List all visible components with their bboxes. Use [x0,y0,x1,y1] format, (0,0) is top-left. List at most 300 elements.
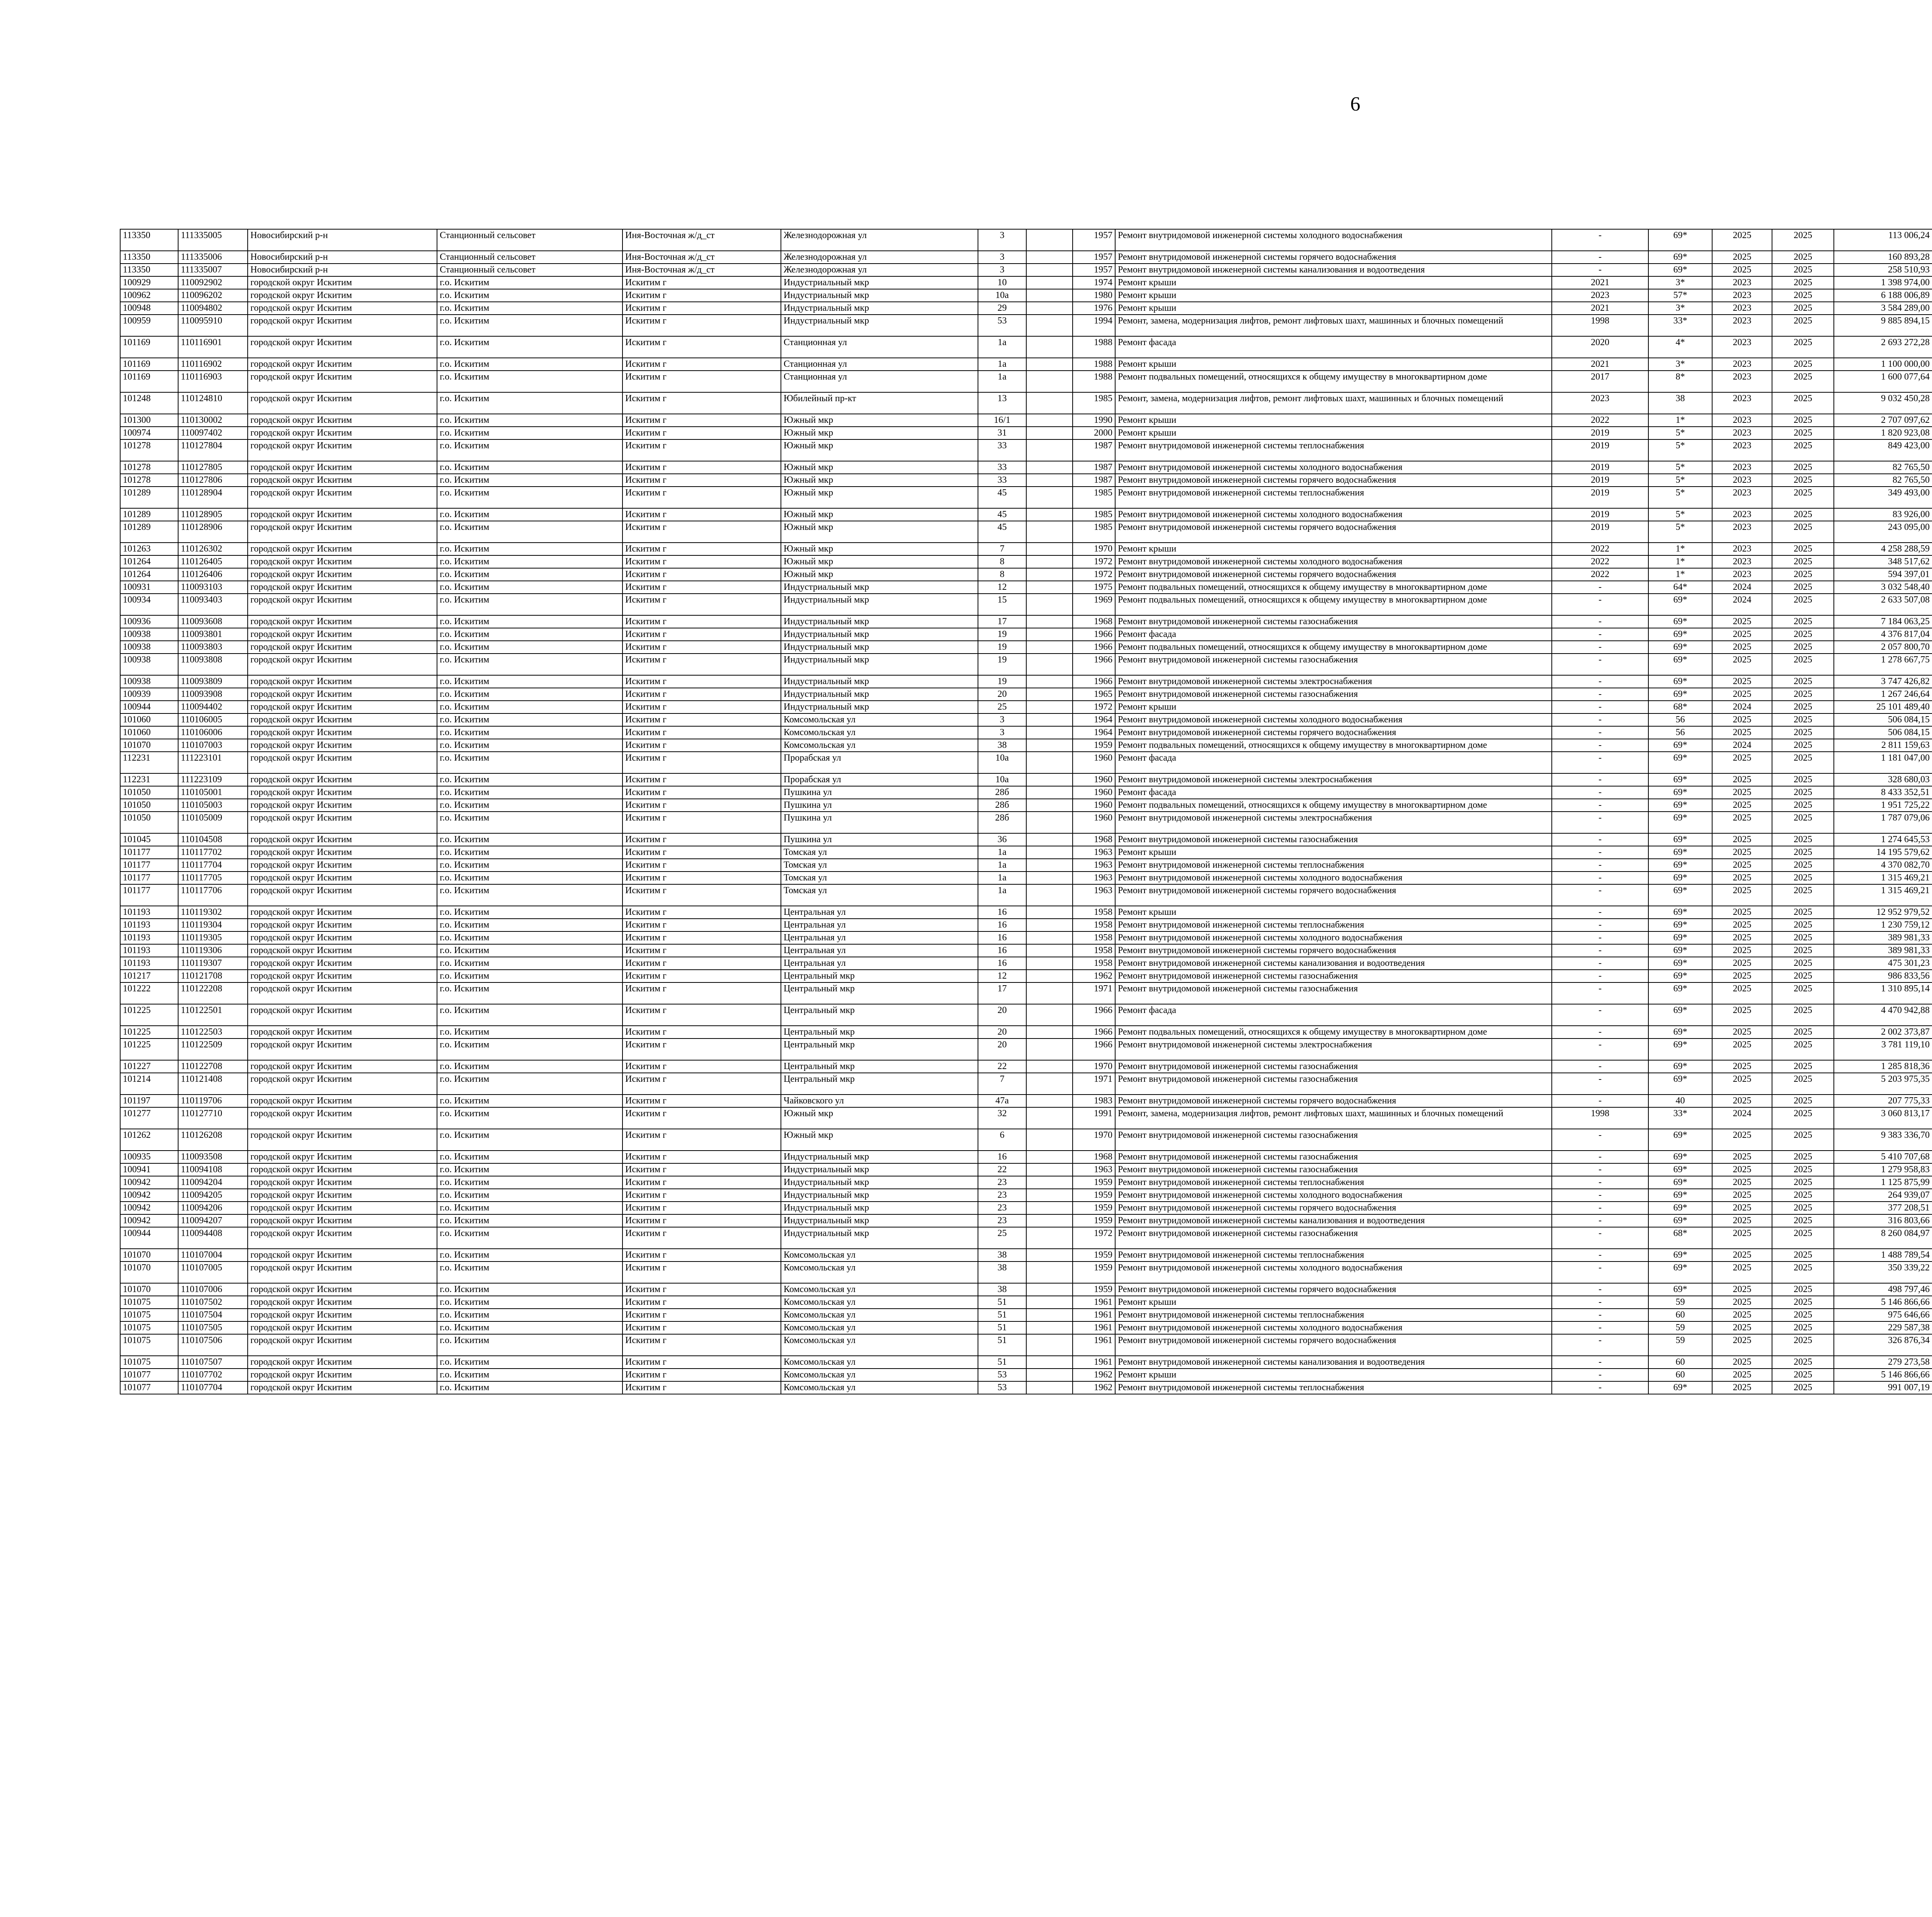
table-cell: 3 [978,726,1026,739]
table-cell: 110095910 [178,315,248,336]
table-cell: Центральная ул [781,957,978,970]
table-cell: 110117705 [178,872,248,884]
table-cell: г.о. Искитим [437,812,622,833]
table-cell: 59 [1648,1321,1712,1334]
table-cell: 2022 [1552,543,1648,555]
table-cell: 16 [978,957,1026,970]
table-cell: 100944 [120,701,178,713]
table-cell: 2025 [1772,752,1834,773]
table-cell: - [1552,654,1648,675]
table-cell: Искитим г [622,315,781,336]
table-cell [1026,654,1073,675]
table-cell: 113 006,24 [1834,229,1932,251]
table-cell: Искитим г [622,1227,781,1249]
table-cell: 100938 [120,628,178,641]
table-cell: 2023 [1712,543,1772,555]
table-row [120,251,1932,264]
table-cell [1026,701,1073,713]
table-cell: 101050 [120,786,178,799]
table-cell: 22 [978,1060,1026,1073]
table-row [120,371,1932,392]
table-cell [1026,555,1073,568]
table-cell: 2025 [1772,487,1834,508]
table-cell: г.о. Искитим [437,289,622,302]
table-row [120,1249,1932,1262]
table-cell: 19 [978,641,1026,654]
table-cell: 40 [1648,1095,1712,1107]
table-cell: 389 981,33 [1834,931,1932,944]
table-cell: 8 433 352,51 [1834,786,1932,799]
table-cell: Искитим г [622,906,781,919]
table-cell: Искитим г [622,1309,781,1321]
table-cell: 5* [1648,439,1712,461]
table-row [120,1321,1932,1334]
table-cell: 69* [1648,982,1712,1004]
table-cell: 101045 [120,833,178,846]
table-cell: 110127804 [178,439,248,461]
table-row [120,872,1932,884]
table-cell: 2025 [1772,414,1834,427]
table-cell: 2025 [1712,1369,1772,1381]
table-row [120,543,1932,555]
table-cell: 2019 [1552,461,1648,474]
table-cell: 20 [978,1039,1026,1060]
table-row [120,713,1932,726]
table-cell: 101289 [120,487,178,508]
table-cell: г.о. Искитим [437,1369,622,1381]
table-row [120,568,1932,581]
table-cell: 279 273,58 [1834,1356,1932,1369]
table-cell: 2025 [1772,884,1834,906]
table-cell [1026,859,1073,872]
table-cell: г.о. Искитим [437,931,622,944]
table-cell: Искитим г [622,982,781,1004]
table-cell: 594 397,01 [1834,568,1932,581]
table-cell: - [1552,1129,1648,1151]
table-row [120,799,1932,812]
table-cell: 1а [978,371,1026,392]
table-cell: Центральная ул [781,906,978,919]
table-cell: 100939 [120,688,178,701]
table-row [120,641,1932,654]
table-row [120,970,1932,982]
table-cell: 1959 [1073,1249,1115,1262]
table-cell: Ремонт внутридомовой инженерной системы холодного водоснабжения [1115,1262,1552,1283]
table-cell: 1 600 077,64 [1834,371,1932,392]
table-cell: 2025 [1772,1369,1834,1381]
table-cell: 1968 [1073,1151,1115,1163]
table-cell: 2025 [1712,628,1772,641]
table-cell: 110105009 [178,812,248,833]
table-row [120,1176,1932,1189]
table-cell: 110128904 [178,487,248,508]
table-cell: Юбилейный пр-кт [781,392,978,414]
table-cell: городской округ Искитим [248,1026,437,1039]
table-cell: 3 [978,251,1026,264]
table-cell: 1 230 759,12 [1834,919,1932,931]
table-cell: 2025 [1712,859,1772,872]
table-cell: Ремонт подвальных помещений, относящихся к общему имуществу в многоквартирном доме [1115,641,1552,654]
table-cell: - [1552,1060,1648,1073]
table-cell: Искитим г [622,970,781,982]
table-cell: 69* [1648,1060,1712,1073]
table-cell: 69* [1648,812,1712,833]
table-cell: 2025 [1772,474,1834,487]
table-cell [1026,1249,1073,1262]
table-cell: Томская ул [781,872,978,884]
table-cell: Ремонт внутридомовой инженерной системы теплоснабжения [1115,1249,1552,1262]
table-cell: 1 315 469,21 [1834,884,1932,906]
table-cell [1026,594,1073,615]
table-cell [1026,1176,1073,1189]
table-cell: городской округ Искитим [248,568,437,581]
table-row [120,264,1932,276]
table-cell: 2025 [1772,675,1834,688]
table-cell: городской округ Искитим [248,1227,437,1249]
table-cell: городской округ Искитим [248,315,437,336]
table-cell: 2023 [1712,521,1772,543]
table-cell [1026,628,1073,641]
table-cell: 100938 [120,675,178,688]
table-cell: - [1552,264,1648,276]
table-cell: - [1552,1163,1648,1176]
table-cell: 2000 [1073,427,1115,439]
table-cell: 110122708 [178,1060,248,1073]
table-cell: 101060 [120,726,178,739]
table-cell: 5 203 975,35 [1834,1073,1932,1095]
table-cell: 110107005 [178,1262,248,1283]
table-cell: 110094108 [178,1163,248,1176]
table-cell: Ремонт внутридомовой инженерной системы электроснабжения [1115,812,1552,833]
table-cell: Искитим г [622,688,781,701]
table-cell: Искитим г [622,1296,781,1309]
table-cell: г.о. Искитим [437,1262,622,1283]
table-cell: - [1552,752,1648,773]
table-cell: городской округ Искитим [248,872,437,884]
table-cell: 69* [1648,859,1712,872]
table-cell: 110121408 [178,1073,248,1095]
table-cell: 2023 [1712,336,1772,358]
table-cell: 110107506 [178,1334,248,1356]
table-cell: 2023 [1712,427,1772,439]
table-cell: 1 488 789,54 [1834,1249,1932,1262]
table-cell: 2025 [1712,1026,1772,1039]
table-row [120,1163,1932,1176]
table-cell: 1 285 818,36 [1834,1060,1932,1073]
table-cell: Ремонт внутридомовой инженерной системы холодного водоснабжения [1115,508,1552,521]
capital-repair-table [120,229,1932,1394]
table-cell: Индустриальный мкр [781,276,978,289]
table-cell: 1961 [1073,1356,1115,1369]
table-cell: Искитим г [622,1151,781,1163]
table-cell: 1966 [1073,1039,1115,1060]
table-cell: 2025 [1712,1039,1772,1060]
table-cell [1026,1309,1073,1321]
table-cell: Искитим г [622,392,781,414]
table-cell: Искитим г [622,872,781,884]
table-cell: Искитим г [622,543,781,555]
table-cell: - [1552,1369,1648,1381]
table-cell: 2025 [1772,427,1834,439]
table-cell: городской округ Искитим [248,1073,437,1095]
table-cell: городской округ Искитим [248,1334,437,1356]
table-cell: Южный мкр [781,1129,978,1151]
table-cell: 22 [978,1163,1026,1176]
table-cell [1026,1039,1073,1060]
table-cell: Искитим г [622,302,781,315]
table-cell: - [1552,1262,1648,1283]
table-cell: 110105003 [178,799,248,812]
table-cell: 15 [978,594,1026,615]
table-cell: 2025 [1712,1202,1772,1214]
table-cell: 69* [1648,872,1712,884]
table-cell: Центральная ул [781,919,978,931]
table-cell: 101277 [120,1107,178,1129]
table-cell: Комсомольская ул [781,1369,978,1381]
table-cell: Пушкина ул [781,786,978,799]
table-cell: 1968 [1073,833,1115,846]
table-cell: - [1552,970,1648,982]
table-cell: Комсомольская ул [781,1283,978,1296]
table-cell: Станционный сельсовет [437,229,622,251]
table-cell: городской округ Искитим [248,726,437,739]
table-cell: г.о. Искитим [437,1176,622,1189]
table-cell: 100942 [120,1189,178,1202]
table-cell: г.о. Искитим [437,358,622,371]
table-cell: 5* [1648,508,1712,521]
table-cell: Томская ул [781,846,978,859]
table-row [120,628,1932,641]
table-cell: Комсомольская ул [781,1334,978,1356]
table-cell: городской округ Искитим [248,1107,437,1129]
table-cell: 2023 [1712,276,1772,289]
table-row [120,1026,1932,1039]
table-cell: Ремонт подвальных помещений, относящихся к общему имуществу в многоквартирном доме [1115,739,1552,752]
table-cell: 1 100 000,00 [1834,358,1932,371]
table-cell: Ремонт крыши [1115,1369,1552,1381]
table-cell: 20 [978,1004,1026,1026]
table-cell: 2023 [1552,289,1648,302]
table-cell: городской округ Искитим [248,289,437,302]
table-cell: 1а [978,358,1026,371]
table-cell: 101193 [120,931,178,944]
table-cell: 1985 [1073,521,1115,543]
table-cell: городской округ Искитим [248,1189,437,1202]
table-cell: 3 060 813,17 [1834,1107,1932,1129]
table-cell: 6 188 006,89 [1834,289,1932,302]
table-cell: - [1552,944,1648,957]
table-row [120,1107,1932,1129]
table-cell: Ремонт внутридомовой инженерной системы газоснабжения [1115,654,1552,675]
table-cell [1026,461,1073,474]
table-cell: 101177 [120,872,178,884]
table-cell: 101300 [120,414,178,427]
table-cell: 1* [1648,543,1712,555]
table-cell: 1а [978,846,1026,859]
table-cell: Искитим г [622,919,781,931]
table-cell: 101070 [120,1262,178,1283]
table-cell [1026,970,1073,982]
table-cell: Южный мкр [781,474,978,487]
table-cell: 113350 [120,264,178,276]
table-cell: 1966 [1073,675,1115,688]
table-row [120,392,1932,414]
table-cell: 2023 [1552,392,1648,414]
table-cell: 2025 [1772,1095,1834,1107]
table-cell: 2023 [1712,568,1772,581]
table-cell: Ремонт, замена, модернизация лифтов, ремонт лифтовых шахт, машинных и блочных помещений [1115,1107,1552,1129]
table-cell: 1958 [1073,919,1115,931]
table-cell: Индустриальный мкр [781,654,978,675]
table-cell: 110127805 [178,461,248,474]
table-cell: Ремонт внутридомовой инженерной системы горячего водоснабжения [1115,521,1552,543]
table-cell: 2024 [1712,701,1772,713]
table-cell: Чайковского ул [781,1095,978,1107]
table-cell: - [1552,1296,1648,1309]
table-cell: 1974 [1073,276,1115,289]
table-cell: 1961 [1073,1296,1115,1309]
table-cell: 2022 [1552,568,1648,581]
table-cell: городской округ Искитим [248,1202,437,1214]
table-cell: Ремонт внутридомовой инженерной системы горячего водоснабжения [1115,1283,1552,1296]
table-cell: 2025 [1772,628,1834,641]
table-cell: городской округ Искитим [248,1369,437,1381]
table-cell: 57* [1648,289,1712,302]
table-cell: 2022 [1552,555,1648,568]
table-cell: 2020 [1552,336,1648,358]
table-cell: 23 [978,1176,1026,1189]
table-cell: 2025 [1772,1039,1834,1060]
table-cell: - [1552,251,1648,264]
table-cell: - [1552,1321,1648,1334]
table-cell: Искитим г [622,1283,781,1296]
table-cell: 100938 [120,654,178,675]
table-cell: 2025 [1772,1356,1834,1369]
table-cell: 2025 [1712,1334,1772,1356]
table-cell: 101050 [120,812,178,833]
table-cell: 101262 [120,1129,178,1151]
table-cell: 2 811 159,63 [1834,739,1932,752]
table-cell [1026,1151,1073,1163]
table-cell: 110094207 [178,1214,248,1227]
table-cell: 101278 [120,461,178,474]
table-cell: Южный мкр [781,487,978,508]
table-cell: Ремонт внутридомовой инженерной системы канализования и водоотведения [1115,1214,1552,1227]
table-cell: 1 787 079,06 [1834,812,1932,833]
table-cell: 5* [1648,474,1712,487]
table-cell: - [1552,1283,1648,1296]
table-cell: г.о. Искитим [437,713,622,726]
table-cell: 51 [978,1296,1026,1309]
table-cell: городской округ Искитим [248,846,437,859]
table-cell: 3* [1648,302,1712,315]
table-cell: 2025 [1772,701,1834,713]
table-cell: г.о. Искитим [437,799,622,812]
table-row [120,1004,1932,1026]
table-cell: городской округ Искитим [248,1381,437,1394]
table-cell: 1966 [1073,628,1115,641]
table-row [120,336,1932,358]
table-cell [1026,1227,1073,1249]
table-cell: 326 876,34 [1834,1334,1932,1356]
table-cell: Ремонт крыши [1115,427,1552,439]
table-cell: городской округ Искитим [248,752,437,773]
table-cell: Иня-Восточная ж/д_ст [622,229,781,251]
table-cell: Индустриальный мкр [781,701,978,713]
table-cell: городской округ Искитим [248,1309,437,1321]
table-cell: 991 007,19 [1834,1381,1932,1394]
table-cell: Ремонт подвальных помещений, относящихся к общему имуществу в многоквартирном доме [1115,1026,1552,1039]
table-cell: 23 [978,1189,1026,1202]
table-cell: Ремонт крыши [1115,358,1552,371]
table-cell: 4* [1648,336,1712,358]
table-cell: Индустриальный мкр [781,1163,978,1176]
table-cell: 1 278 667,75 [1834,654,1932,675]
table-row [120,982,1932,1004]
table-cell: 19 [978,628,1026,641]
table-cell: 110116903 [178,371,248,392]
table-cell [1026,944,1073,957]
table-cell: 2025 [1712,884,1772,906]
table-cell: 111335006 [178,251,248,264]
table-cell: 2025 [1772,1262,1834,1283]
table-cell: 1987 [1073,439,1115,461]
table-cell: 2025 [1772,1026,1834,1039]
table-cell: Ремонт внутридомовой инженерной системы электроснабжения [1115,675,1552,688]
table-cell: Комсомольская ул [781,739,978,752]
table-cell: 2025 [1772,615,1834,628]
table-cell: 2019 [1552,521,1648,543]
table-cell: 2025 [1772,833,1834,846]
table-cell: 1972 [1073,701,1115,713]
table-cell: городской округ Искитим [248,427,437,439]
table-cell: городской округ Искитим [248,461,437,474]
table-cell: 2025 [1772,726,1834,739]
table-cell: 69* [1648,615,1712,628]
table-cell: 1990 [1073,414,1115,427]
table-cell: 1969 [1073,594,1115,615]
table-cell [1026,264,1073,276]
table-cell: 1975 [1073,581,1115,594]
table-cell: городской округ Искитим [248,1151,437,1163]
table-cell: 1959 [1073,1214,1115,1227]
table-cell: Искитим г [622,289,781,302]
table-cell: г.о. Искитим [437,1004,622,1026]
table-cell: 10а [978,289,1026,302]
table-cell [1026,799,1073,812]
table-cell: г.о. Искитим [437,439,622,461]
table-cell: 69* [1648,944,1712,957]
table-cell: 2 057 800,70 [1834,641,1932,654]
table-cell: 2025 [1772,957,1834,970]
table-cell: Ремонт внутридомовой инженерной системы холодного водоснабжения [1115,1189,1552,1202]
table-cell: 110107006 [178,1283,248,1296]
table-cell: г.о. Искитим [437,654,622,675]
table-cell: - [1552,1026,1648,1039]
table-cell: 2025 [1712,1283,1772,1296]
table-cell: 100974 [120,427,178,439]
table-cell: 2025 [1772,439,1834,461]
table-cell: 2025 [1772,1107,1834,1129]
table-cell: Искитим г [622,884,781,906]
table-cell: 3 747 426,82 [1834,675,1932,688]
table-cell: 112231 [120,752,178,773]
table-cell: 2025 [1772,1283,1834,1296]
table-cell: 1958 [1073,931,1115,944]
table-cell: Ремонт внутридомовой инженерной системы газоснабжения [1115,970,1552,982]
table-cell: городской округ Искитим [248,799,437,812]
table-row [120,1095,1932,1107]
